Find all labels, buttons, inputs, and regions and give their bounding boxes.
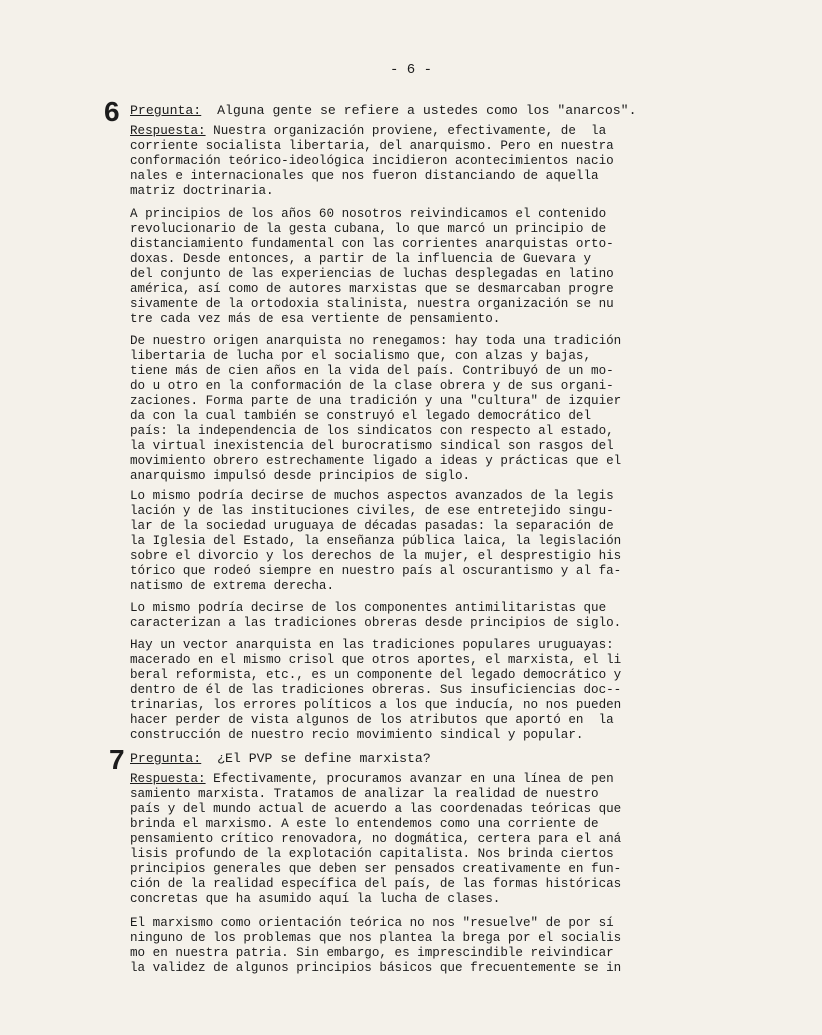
text-line: revolucionario de la gesta cubana, lo que marcó un principio de — [130, 222, 607, 236]
text-line: del conjunto de las experiencias de luchas desplegadas en latino — [130, 267, 614, 281]
text-line: lisis profundo de la explotación capitalista. Nos brinda ciertos — [130, 847, 614, 861]
paragraph — [130, 638, 720, 743]
text-line: mo en nuestra patria. Sin embargo, es imprescindible reivindicar — [130, 946, 614, 960]
question-line — [130, 751, 720, 766]
text-line: distanciamiento fundamental con las corrientes anarquistas orto- — [130, 237, 614, 251]
text-line: samiento marxista. Tratamos de analizar la realidad de nuestro — [130, 787, 599, 801]
paragraph — [130, 334, 720, 484]
text-line: matriz doctrinaria. — [130, 184, 274, 198]
text-line: país: la independencia de los sindicatos con respecto al estado, — [130, 424, 614, 438]
text-line: movimiento obrero estrechamente ligado a ideas y prácticas que el — [130, 454, 622, 468]
question-number: 6 — [104, 96, 120, 127]
text-line: Lo mismo podría decirse de los componentes antimilitaristas que — [130, 601, 607, 615]
text-line: da con la cual también se construyó el legado democrático del — [130, 409, 592, 423]
question-number: 7 — [109, 744, 125, 775]
text-line: américa, así como de autores marxistas que se desmarcaban progre — [130, 282, 614, 296]
question-line — [130, 103, 720, 118]
text-line: Nuestra organización proviene, efectivamente, de la — [205, 124, 607, 138]
text-line: macerado en el mismo crisol que otros aportes, el marxista, el li — [130, 653, 622, 667]
text-line: la Iglesia del Estado, la enseñanza pública laica, la legislación — [130, 534, 622, 548]
text-line: la virtual inexistencia del burocratismo sindical son rasgos del — [130, 439, 614, 453]
paragraph — [130, 489, 720, 594]
text-line: nales e internacionales que nos fueron distanciando de aquella — [130, 169, 599, 183]
paragraph — [130, 916, 720, 976]
text-line: principios generales que deben ser pensados creativamente en fun- — [130, 862, 622, 876]
text-line: zaciones. Forma parte de una tradición y una "cultura" de izquier — [130, 394, 622, 408]
text-line: De nuestro origen anarquista no renegamos: hay toda una tradición — [130, 334, 622, 348]
text-line: construcción de nuestro recio movimiento sindical y popular. — [130, 728, 584, 742]
text-line: corriente socialista libertaria, del anarquismo. Pero en nuestra — [130, 139, 614, 153]
paragraph — [130, 207, 720, 327]
question-text: ¿El PVP se define marxista? — [217, 751, 431, 766]
question-text: Alguna gente se refiere a ustedes como los "anarcos". — [217, 103, 637, 118]
text-line: la validez de algunos principios básicos que frecuentemente se in — [130, 961, 622, 975]
text-line: sobre el divorcio y los derechos de la mujer, el desprestigio his — [130, 549, 622, 563]
text-line: do u otro en la conformación de la clase obrera y de sus organi- — [130, 379, 614, 393]
question-label: Pregunta: — [130, 751, 202, 766]
answer-label: Respuesta: — [130, 772, 206, 786]
paragraph — [130, 601, 720, 631]
text-line: tórico que rodeó siempre en nuestro país al oscurantismo y al fa- — [130, 564, 622, 578]
text-line: Efectivamente, procuramos avanzar en una línea de pen — [205, 772, 614, 786]
answer-paragraph — [130, 772, 720, 907]
text-line: tiene más de cien años en la vida del país. Contribuyó de un mo- — [130, 364, 614, 378]
text-line: caracterizan a las tradiciones obreras desde principios de siglo. — [130, 616, 622, 630]
answer-paragraph — [130, 124, 720, 199]
question-label: Pregunta: — [130, 103, 202, 118]
text-line: hacer perder de vista algunos de los atributos que aportó en la — [130, 713, 614, 727]
text-line: lación y de las instituciones civiles, de ese entretejido singu- — [130, 504, 614, 518]
text-line: beral reformista, etc., es un componente del legado democrático y — [130, 668, 622, 682]
text-line: anarquismo impulsó desde principios de siglo. — [130, 469, 471, 483]
page-number: - 6 - — [389, 62, 432, 78]
text-line: natismo de extrema derecha. — [130, 579, 335, 593]
text-line: lar de la sociedad uruguaya de décadas pasadas: la separación de — [130, 519, 614, 533]
text-line: conformación teórico-ideológica incidieron acontecimientos nacio — [130, 154, 614, 168]
text-line: El marxismo como orientación teórica no nos "resuelve" de por sí — [130, 916, 614, 930]
text-line: tre cada vez más de esa vertiente de pensamiento. — [130, 312, 501, 326]
text-line: ninguno de los problemas que nos plantea la brega por el socialis — [130, 931, 622, 945]
text-line: trinarias, los errores políticos a los que inducía, no nos pueden — [130, 698, 622, 712]
text-line: A principios de los años 60 nosotros reivindicamos el contenido — [130, 207, 607, 221]
text-line: libertaria de lucha por el socialismo que, con alzas y bajas, — [130, 349, 592, 363]
text-line: brinda el marxismo. A este lo entendemos como una corriente de — [130, 817, 599, 831]
text-line: ción de la realidad específica del país, de las formas históricas — [130, 877, 622, 891]
text-line: pensamiento crítico renovadora, no dogmática, certera para el aná — [130, 832, 622, 846]
text-line: Hay un vector anarquista en las tradiciones populares uruguayas: — [130, 638, 614, 652]
text-line: país y del mundo actual de acuerdo a las coordenadas teóricas que — [130, 802, 622, 816]
answer-label: Respuesta: — [130, 124, 206, 138]
text-line: doxas. Desde entonces, a partir de la influencia de Guevara y — [130, 252, 592, 266]
text-line: concretas que ha asumido aquí la lucha de clases. — [130, 892, 501, 906]
text-line: sivamente de la ortodoxia stalinista, nuestra organización se nu — [130, 297, 614, 311]
text-line: Lo mismo podría decirse de muchos aspectos avanzados de la legis — [130, 489, 614, 503]
text-line: dentro de él de las tradiciones obreras. Sus insuficiencias doc-- — [130, 683, 622, 697]
